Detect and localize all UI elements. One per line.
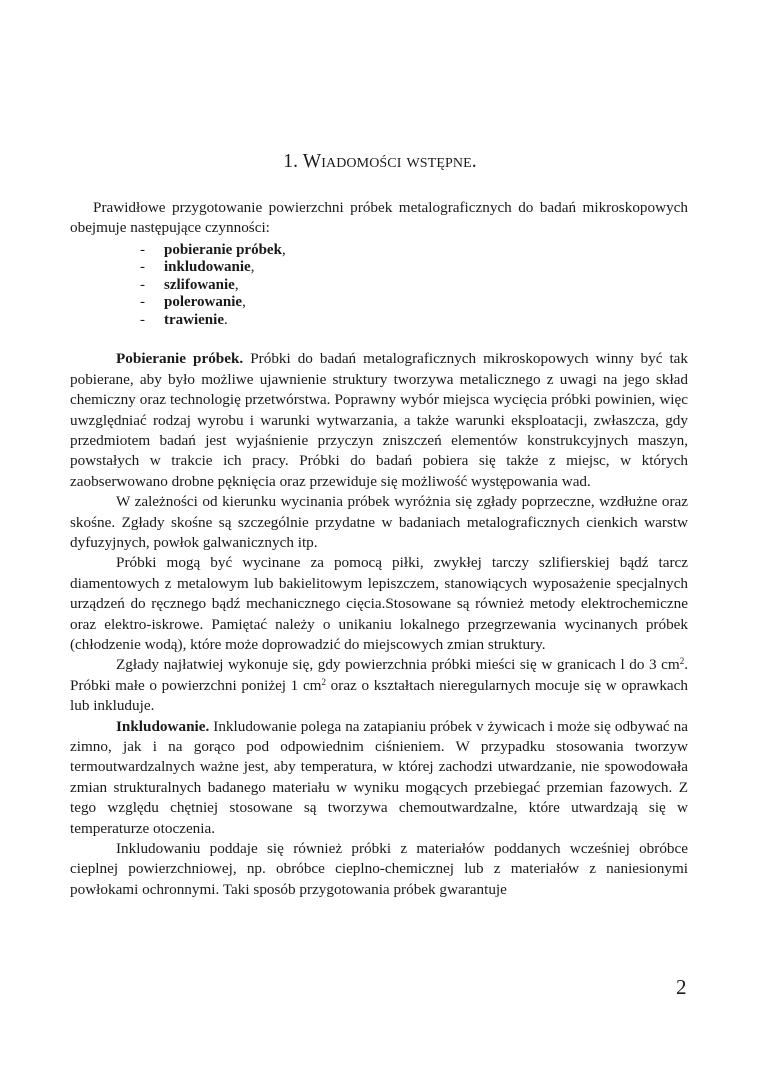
heading-rest: iadomości wstępne.: [321, 151, 477, 172]
superscript: 2: [321, 676, 326, 687]
heading-number: 1.: [283, 151, 299, 172]
paragraph-sampling: [70, 349, 688, 492]
paragraph-text: oraz o kształtach nieregularnych mocuje się w oprawkach lub inkluduje.: [70, 676, 688, 715]
paragraph-term: Pobieranie próbek.: [116, 350, 244, 368]
superscript: 2: [679, 656, 685, 667]
body-text: [70, 198, 688, 900]
list-dash: -: [140, 294, 145, 311]
paragraph-term: Inkludowanie.: [116, 717, 210, 735]
list-item: [70, 277, 688, 295]
paragraph-text: Inkludowanie polega na zatapianiu próbek v żywicach i może się odbywać na zimno, jak i na gorąco pod odpowiednim ciśnieniem. W przypadku stosowania tworzyw termoutwardzalnych ważne jest, aby temperatura, w której zachodzi utwardzanie, nie spowodowała zmian strukturalnych badanego materiału w wyniku mogących przebiegać przemian fazowych. Z tego względu chętniej stosowane są tworzywa chemoutwardzalne, które utwardzają się w temperaturze otoczenia.: [70, 717, 688, 837]
list-punct: ,: [281, 241, 286, 258]
paragraph-cutting: Próbki mogą być wycinane za pomocą piłki, zwykłej tarczy szlifierskiej bądź tarcz diamentowych z metalowym lub bakielitowym lepiszczem, stanowiących wyposażenie specjalnych urządzeń do ręcznego bądź mechanicznego cięcia.Stosowane są również metody elektrochemiczne oraz elektro-iskrowe. Pamiętać należy o unikaniu lokalnego przegrzewania wycinanych próbek (chłodzenie wodą), które może doprowadzić do miejscowych zmian struktury.: [70, 554, 688, 653]
list-dash: -: [140, 311, 145, 328]
heading-first-letter: W: [302, 151, 322, 172]
list-item: [70, 259, 688, 277]
list-term: inkludowanie: [164, 259, 251, 276]
steps-list: [70, 242, 688, 330]
list-term: pobieranie próbek: [164, 241, 282, 258]
section-heading: [0, 151, 760, 173]
paragraph-orientation: W zależności od kierunku wycinania próbek wyróżnia się zgłady poprzeczne, wzdłużne oraz skośne. Zgłady skośne są szczególnie przydatne w badaniach metalograficznych cienkich warstw dyfuzyjnych, powłok galwanicznych itp.: [70, 493, 688, 551]
list-punct: ,: [250, 259, 255, 276]
list-term: polerowanie: [164, 294, 243, 311]
paragraph-mounting: [70, 717, 688, 839]
paragraph-text: . Próbki małe o powierzchni poniżej 1 cm: [70, 656, 688, 694]
list-term: trawienie: [164, 311, 224, 328]
list-punct: .: [223, 311, 228, 328]
list-term: szlifowanie: [164, 276, 235, 293]
paragraph-text: Zgłady najłatwiej wykonuje się, gdy powierzchnia próbki mieści się w granicach l do 3 cm: [116, 656, 680, 674]
paragraph-size: [70, 655, 688, 716]
list-item: [70, 242, 688, 260]
paragraph-text: Próbki do badań metalograficznych mikroskopowych winny być tak pobierane, aby było możliwe ujawnienie struktury tworzywa metalicznego z uwagi na jego skład chemiczny oraz technologię przetwórstwa. Poprawny wybór miejsca wycięcia próbki powinien, więc uwzględniać rodzaj wyrobu i warunki wytwarzania, a także warunki eksploatacji, zwłaszcza, gdy przedmiotem badań jest wyjaśnienie przyczyn zniszczeń elementów konstrukcyjnych maszyn, powstałych w trakcie ich pracy. Próbki do badań pobiera się także z miejsc, w których zaobserwowano drobne pęknięcia oraz przewiduje się możliwość występowania wad.: [70, 350, 689, 490]
paragraph-mounting-continued: Inkludowaniu poddaje się również próbki z materiałów poddanych wcześniej obróbce cieplnej powierzchniowej, np. obróbce cieplno-chemicznej lub z materiałów z naniesionymi powłokami ochronnymi. Taki sposób przygotowania próbek gwarantuje: [70, 840, 688, 898]
list-dash: -: [140, 241, 145, 258]
list-item: [70, 312, 688, 330]
page-number: 2: [676, 975, 687, 999]
list-dash: -: [140, 276, 145, 293]
list-item: [70, 294, 688, 312]
list-dash: -: [140, 259, 145, 276]
intro-paragraph: Prawidłowe przygotowanie powierzchni próbek metalograficznych do badań mikroskopowych obejmuje następujące czynności:: [70, 199, 688, 237]
list-punct: ,: [242, 294, 246, 311]
list-punct: ,: [234, 276, 239, 293]
